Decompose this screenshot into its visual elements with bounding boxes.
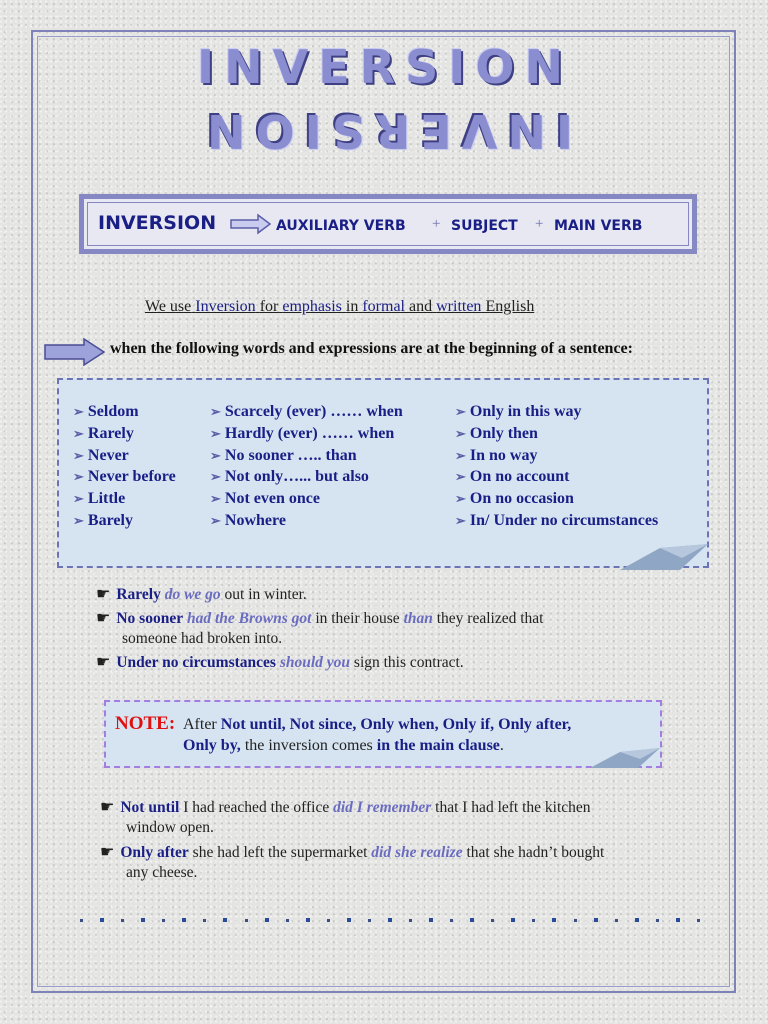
example-3: ☛ Under no circumstances should you sign this contract.: [96, 654, 464, 671]
list-item: ➢ Nowhere: [210, 511, 286, 529]
list-item: ➢ Scarcely (ever) …… when: [210, 403, 403, 420]
example-2: ☛ No sooner had the Browns got in their house than they realized that someone had broken into.: [96, 610, 544, 647]
list-item: ➢ Only in this way: [455, 403, 582, 420]
when-text: when the following words and expressions are at the beginning of a sentence:: [110, 340, 633, 357]
page-title-mirror: INVERSION: [197, 104, 573, 158]
formula-plus-1: +: [432, 216, 441, 232]
note-line-1: After Not until, Not since, Only when, Only if, Only after,: [183, 716, 572, 733]
list-item: ➢ Hardly (ever) …… when: [210, 424, 395, 442]
expressions-col-1: [73, 403, 176, 534]
pointing-hand-icon: ☛: [100, 799, 115, 816]
list-item: ➢ On no account: [455, 468, 570, 486]
note-heading: NOTE:: [115, 713, 176, 734]
right-arrow-icon: [230, 213, 272, 235]
formula-plus-2: +: [535, 216, 544, 232]
pointing-hand-icon: ☛: [96, 654, 111, 671]
list-item: ➢ Little: [73, 490, 126, 508]
usage-line: We use Inversion for emphasis in formal and written English: [145, 298, 535, 315]
list-item: ➢ Barely: [73, 511, 133, 529]
list-item: ➢ Only then: [455, 424, 538, 442]
expressions-col-2: [210, 403, 403, 534]
pointing-hand-icon: ☛: [96, 586, 111, 603]
list-item: ➢ No sooner ….. than: [210, 446, 357, 464]
page-curl-icon: [590, 748, 662, 770]
list-item: ➢ Never before: [73, 468, 176, 486]
example-5: ☛ Only after she had left the supermarket did she realize that she hadn’t bought any cheese.: [100, 844, 605, 881]
formula-subject: SUBJECT: [451, 218, 518, 234]
list-item: ➢ Not only…... but also: [210, 468, 369, 486]
list-item: ➢ On no occasion: [455, 490, 574, 508]
dotted-divider: [80, 918, 700, 922]
right-arrow-icon: [44, 338, 106, 366]
example-4: ☛ Not until I had reached the office did I remember that I had left the kitchen window open.: [100, 799, 591, 836]
list-item: ➢ Seldom: [73, 403, 139, 420]
list-item: ➢ Rarely: [73, 424, 134, 442]
pointing-hand-icon: ☛: [96, 610, 111, 627]
formula-inversion: INVERSION: [98, 212, 217, 234]
page-curl-icon: [620, 544, 710, 572]
list-item: ➢ Not even once: [210, 490, 320, 508]
example-1: ☛ Rarely do we go out in winter.: [96, 586, 307, 603]
list-item: ➢ In/ Under no circumstances: [455, 511, 659, 529]
note-line-2: Only by, the inversion comes in the main clause.: [183, 737, 504, 754]
expressions-col-3: [455, 403, 658, 534]
formula-main-verb: MAIN VERB: [554, 218, 643, 234]
formula-auxiliary-verb: AUXILIARY VERB: [276, 218, 406, 234]
pointing-hand-icon: ☛: [100, 844, 115, 861]
page-title: INVERSION: [197, 40, 573, 94]
list-item: ➢ In no way: [455, 446, 538, 464]
list-item: ➢ Never: [73, 446, 129, 464]
note-box: [104, 700, 662, 768]
